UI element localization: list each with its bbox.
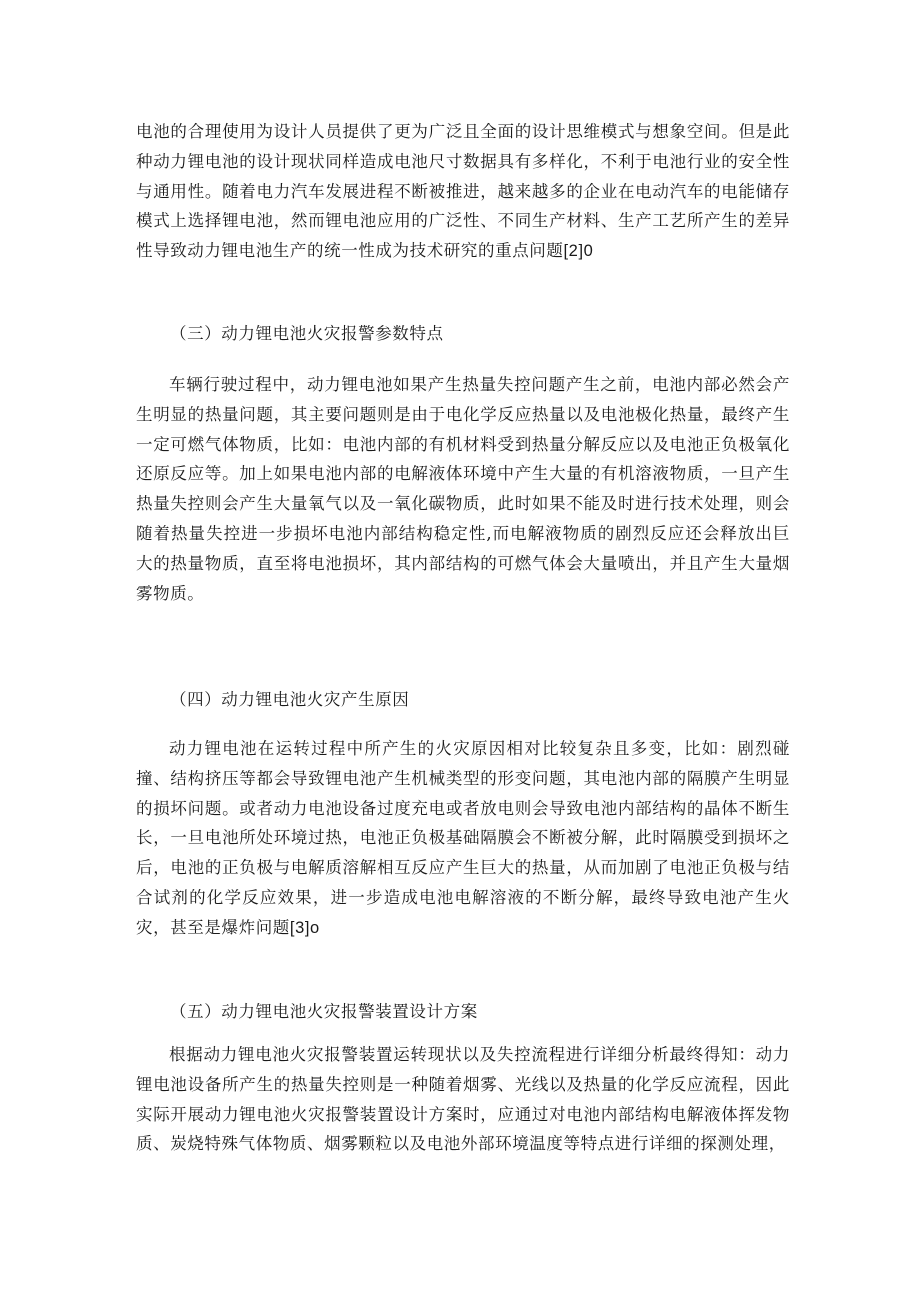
- paragraph-1: [136, 117, 790, 267]
- citation-3: [3]o: [289, 918, 320, 937]
- paragraph-1-text: 电池的合理使用为设计人员提供了更为广泛且全面的设计思维模式与想象空间。但是此种动力锂电池的设计现状同样造成电池尺寸数据具有多样化，不利于电池行业的安全性与通用性。随着电力汽车发展进程不断被推进，越来越多的企业在电动汽车的电能储存模式上选择锂电池，然而锂电池应用的广泛性、不同生产材料、生产工艺所产生的差异性导致动力锂电池生产的统一性成为技术研究的重点问题: [136, 122, 790, 261]
- section-heading-3: （三）动力锂电池火灾报警参数特点: [170, 324, 444, 343]
- section-heading-5: （五）动力锂电池火灾报警装置设计方案: [170, 1002, 478, 1021]
- paragraph-2: 车辆行驶过程中，动力锂电池如果产生热量失控问题产生之前，电池内部必然会产生明显的热量问题，其主要问题则是由于电化学反应热量以及电池极化热量，最终产生一定可燃气体物质，比如：电池内部的有机材料受到热量分解反应以及电池正负极氧化还原反应等。加上如果电池内部的电解液体环境中产生大量的有机溶液物质，一旦产生热量失控则会产生大量氧气以及一氧化碳物质，此时如果不能及时进行技术处理，则会随着热量失控进一步损坏电池内部结构稳定性,而电解液物质的剧烈反应还会释放出巨大的热量物质，直至将电池损坏，其内部结构的可燃气体会大量喷出，并且产生大量烟雾物质。: [136, 375, 790, 603]
- paragraph-3: [136, 734, 790, 944]
- paragraph-4: 根据动力锂电池火灾报警装置运转现状以及失控流程进行详细分析最终得知：动力锂电池设备所产生的热量失控则是一种随着烟雾、光线以及热量的化学反应流程，因此实际开展动力锂电池火灾报警装置设计方案时，应通过对电池内部结构电解液体挥发物质、炭烧特殊气体物质、烟雾颗粒以及电池外部环境温度等特点进行详细的探测处理，: [136, 1045, 790, 1154]
- paragraph-3-text: 动力锂电池在运转过程中所产生的火灾原因相对比较复杂且多变，比如：剧烈碰撞、结构挤压等都会导致锂电池产生机械类型的形变问题，其电池内部的隔膜产生明显的损坏问题。或者动力电池设备过度充电或者放电则会导致电池内部结构的晶体不断生长，一旦电池所处环境过热，电池正负极基础隔膜会不断被分解，此时隔膜受到损坏之后，电池的正负极与电解质溶解相互反应产生巨大的热量，从而加剧了电池正负极与结合试剂的化学反应效果，进一步造成电池电解溶液的不断分解，最终导致电池产生火灾，甚至是爆炸问题: [136, 739, 790, 937]
- citation-2: [2]0: [563, 242, 594, 261]
- section-heading-4: （四）动力锂电池火灾产生原因: [170, 690, 410, 709]
